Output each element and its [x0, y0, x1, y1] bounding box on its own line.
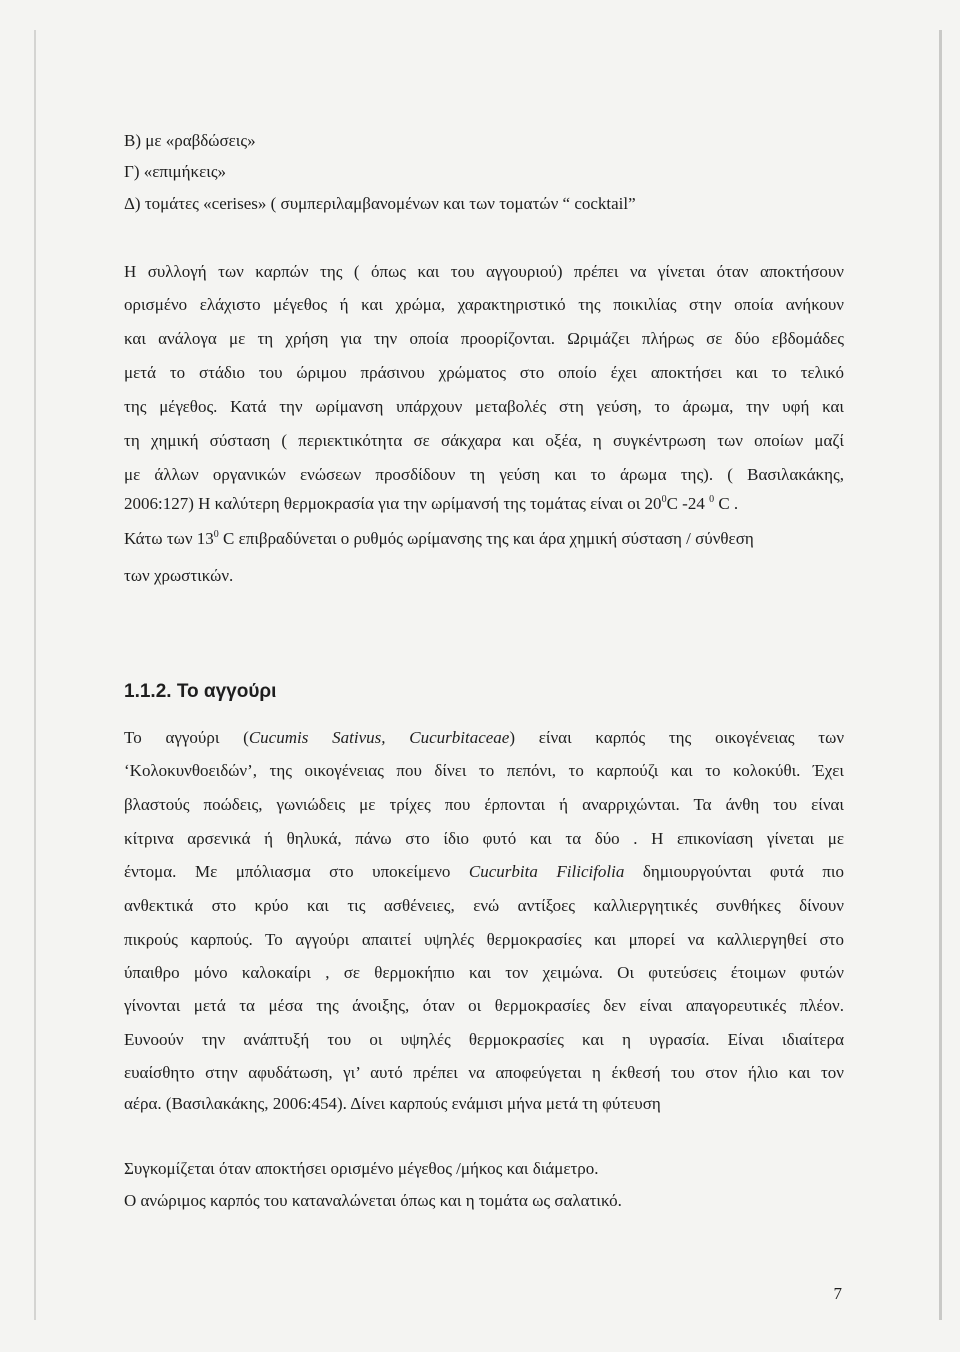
- paragraph-line: γίνονται μετά τα μέσα της άνοιξης, όταν οι θερμοκρασίες δεν είναι απαγορευτικές πλέον.: [124, 996, 844, 1015]
- text-run: δημιουργούνται φυτά πιο: [642, 862, 845, 881]
- text-run: Κάτω των 13: [124, 529, 214, 548]
- paragraph-line: ύπαιθρο μόνο καλοκαίρι , σε θερμοκήπιο και τον χειμώνα. Οι φυτεύσεις έτοιμων φυτών: [124, 963, 844, 982]
- text-run: έντομα. Με μπόλιασμα στο υποκείμενο: [124, 862, 451, 881]
- list-item-c: Γ) «επιμήκεις»: [124, 162, 227, 181]
- paragraph-line: μετά το στάδιο του ώριμου πράσινου χρώματος στο οποίο έχει αποκτήσει και το τελικό: [124, 363, 844, 382]
- paragraph-line: ευαίσθητο στην αφυδάτωση, γι’ αυτό πρέπει να αποφεύγεται η έκθεσή του στον ήλιο και τον: [124, 1063, 844, 1082]
- degree-superscript: 0: [213, 529, 219, 540]
- paragraph-line: με άλλων οργανικών ενώσεων προσδίδουν τη γεύση και το άρωμα της). ( Βασιλακάκης,: [124, 465, 844, 484]
- section-heading: 1.1.2. Το αγγούρι: [124, 681, 277, 702]
- degree-superscript: 0: [709, 494, 715, 505]
- scan-edge-left: [34, 30, 36, 1320]
- paragraph-line: Ο ανώριμος καρπός του καταναλώνεται όπως και η τομάτα ως σαλατικό.: [124, 1191, 622, 1210]
- paragraph-line: Συγκομίζεται όταν αποκτήσει ορισμένο μέγεθος /μήκος και διάμετρο.: [124, 1159, 599, 1178]
- page-number: 7: [833, 1284, 842, 1303]
- paragraph-line: Η συλλογή των καρπών της ( όπως και του αγγουριού) πρέπει να γίνεται όταν αποκτήσουν: [124, 262, 844, 281]
- rootstock-name: Cucurbita Filicifolia: [468, 862, 625, 881]
- species-name: Cucumis Sativus, Cucurbitaceae: [248, 728, 510, 747]
- text-run: C -24: [666, 494, 705, 513]
- paragraph-line: κίτρινα αρσενικά ή θηλυκά, πάνω στο ίδιο φυτό και τα δύο . Η επικονίαση γίνεται με: [124, 829, 844, 848]
- list-item-b: Β) με «ραβδώσεις»: [124, 131, 256, 150]
- paragraph-line: ανθεκτικά στο κρύο και τις ασθένειες, ενώ αντίξοες καλλιεργητικές συνθήκες δίνουν: [124, 896, 844, 915]
- paragraph-line-species: [124, 727, 844, 749]
- paragraph-line: πικρούς καρπούς. Το αγγούρι απαιτεί υψηλές θερμοκρασίες και μπορεί να καλλιεργηθεί στο: [124, 930, 844, 949]
- paragraph-line: Ευνοούν την ανάπτυξή του οι υψηλές θερμοκρασίες και η υγρασία. Είναι ιδιαίτερα: [124, 1030, 844, 1049]
- paragraph-line: ‘Κολοκυνθοειδών’, της οικογένειας που δίνει το πεπόνι, το καρπούζι και το κολοκύθι. Έχει: [124, 761, 844, 780]
- text-run: C επιβραδύνεται ο ρυθμός ωρίμανσης της και άρα χημική σύσταση / σύνθεση: [223, 529, 754, 548]
- scan-edge-right: [939, 30, 942, 1320]
- paragraph-line: αέρα. (Βασιλακάκης, 2006:454). Δίνει καρπούς ενάμισι μήνα μετά τη φύτευση: [124, 1094, 661, 1113]
- paragraph-line-rootstock: [124, 861, 844, 883]
- text-run: 2006:127) Η καλύτερη θερμοκρασία για την ωρίμανσή της τομάτας είναι οι 20: [124, 494, 662, 513]
- paragraph-line-cold: [124, 528, 844, 550]
- paragraph-line: των χρωστικών.: [124, 566, 234, 585]
- paragraph-line: τη χημική σύσταση ( περιεκτικότητα σε σάκχαρα και οξέα, η συγκέντρωση των οποίων μαζί: [124, 431, 844, 450]
- degree-superscript: 0: [661, 494, 667, 505]
- paragraph-line: και ανάλογα με τη χρήση για την οποία προορίζονται. Ωριμάζει πλήρως σε δύο εβδομάδες: [124, 329, 844, 348]
- paragraph-line: της μέγεθος. Κατά την ωρίμανση υπάρχουν μεταβολές στη γεύση, το άρωμα, την υφή και: [124, 397, 844, 416]
- text-run: ) είναι καρπός της οικογένειας των: [509, 728, 845, 747]
- paragraph-line: βλαστούς ποώδεις, γωνιώδεις με τρίχες που έρπονται ή αναρριχώνται. Τα άνθη του είναι: [124, 795, 844, 814]
- paragraph-line: ορισμένο ελάχιστο μέγεθος ή και χρώμα, χαρακτηριστικό της ποικιλίας στην οποία ανήκουν: [124, 295, 844, 314]
- text-run: Το αγγούρι (: [124, 728, 249, 747]
- text-run: C .: [718, 494, 739, 513]
- list-item-d: Δ) τομάτες «cerises» ( συμπεριλαμβανομένων και των τοματών “ cocktail”: [124, 194, 636, 213]
- paragraph-line-temperature: [124, 493, 844, 515]
